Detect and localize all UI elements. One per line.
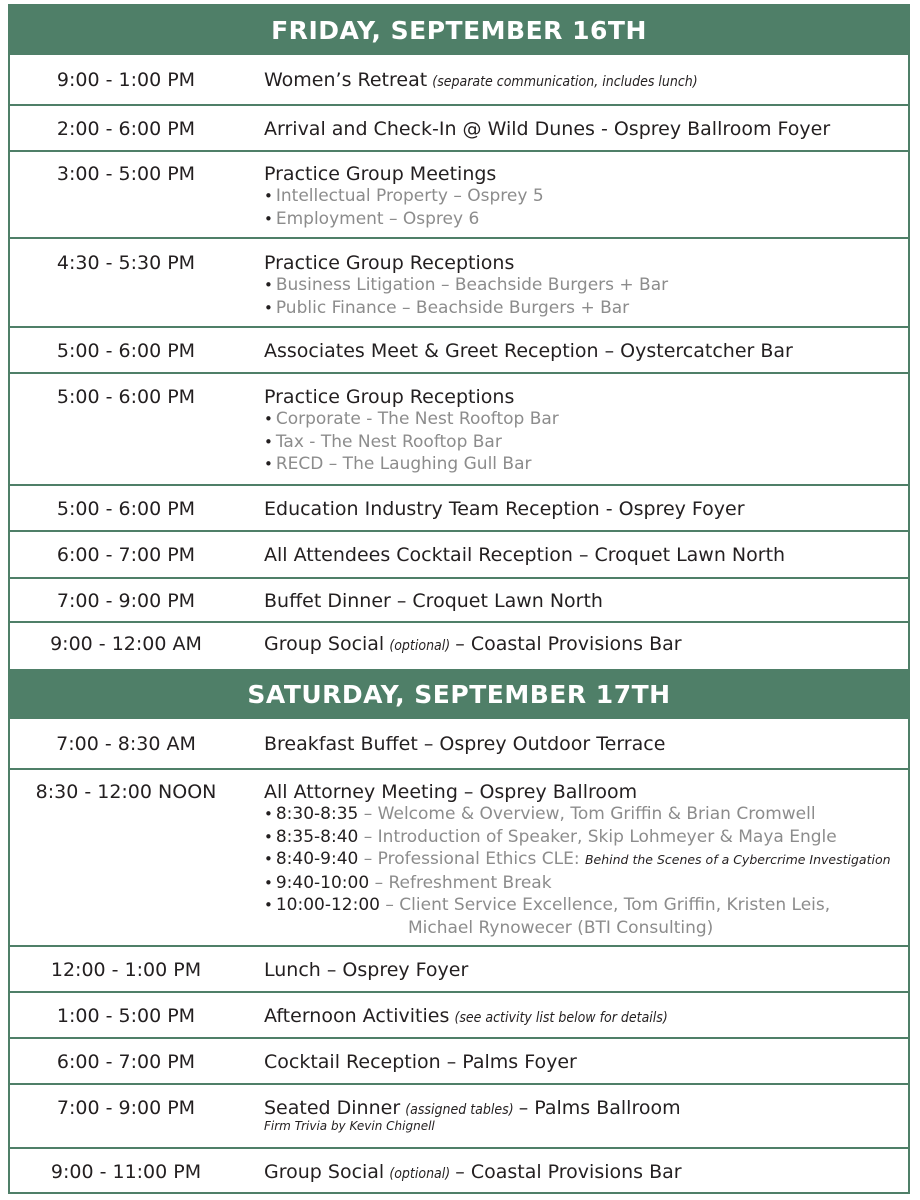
row-time: 4:30 - 5:30 PM xyxy=(56,252,196,274)
schedule-frame xyxy=(8,4,910,1194)
row-event xyxy=(264,1005,898,1027)
bullet-list xyxy=(264,185,898,230)
row-event xyxy=(264,544,898,566)
agenda-item: • 8:40-9:40 – Professional Ethics CLE: Behind the Scenes of a Cybercrime Investigation xyxy=(264,849,891,869)
row-time: 12:00 - 1:00 PM xyxy=(50,959,202,981)
row-time: 6:00 - 7:00 PM xyxy=(56,544,196,566)
schedule-row xyxy=(10,770,908,947)
event-title: Practice Group Receptions xyxy=(264,252,515,274)
row-time: 3:00 - 5:00 PM xyxy=(56,163,196,185)
row-event xyxy=(264,1161,898,1183)
list-item: • Business Litigation – Beachside Burgers + Bar xyxy=(264,275,669,295)
row-time: 6:00 - 7:00 PM xyxy=(56,1051,196,1073)
event-title-after: – Coastal Provisions Bar xyxy=(455,633,682,655)
row-event xyxy=(264,781,898,939)
event-title-after: – Coastal Provisions Bar xyxy=(455,1161,682,1183)
event-title: Associates Meet & Greet Reception – Oystercatcher Bar xyxy=(264,340,793,362)
event-title-after: – Palms Ballroom xyxy=(518,1097,681,1119)
row-event xyxy=(264,386,898,476)
row-event xyxy=(264,633,898,655)
schedule-row xyxy=(10,106,908,152)
row-event xyxy=(264,69,898,91)
event-title: Afternoon Activities xyxy=(264,1005,450,1027)
schedule-row xyxy=(10,55,908,106)
event-title: All Attorney Meeting – Osprey Ballroom xyxy=(264,781,638,803)
row-time: 7:00 - 9:00 PM xyxy=(56,1097,196,1119)
event-note: (see activity list below for details) xyxy=(454,1010,668,1026)
event-title: Practice Group Meetings xyxy=(264,163,497,185)
schedule-row xyxy=(10,947,908,993)
schedule-row xyxy=(10,579,908,623)
agenda-item: • 8:35-8:40 – Introduction of Speaker, Skip Lohmeyer & Maya Engle xyxy=(264,826,837,847)
event-title: Cocktail Reception – Palms Foyer xyxy=(264,1051,577,1073)
row-time: 2:00 - 6:00 PM xyxy=(56,118,196,140)
row-event xyxy=(264,340,898,362)
row-time: 9:00 - 11:00 PM xyxy=(50,1161,202,1183)
event-title: Group Social xyxy=(264,1161,385,1183)
row-event xyxy=(264,733,898,755)
event-title: Women’s Retreat xyxy=(264,69,428,91)
friday-header: FRIDAY, SEPTEMBER 16TH xyxy=(10,6,908,55)
event-title: Buffet Dinner – Croquet Lawn North xyxy=(264,590,603,612)
agenda-item: • 8:30-8:35 – Welcome & Overview, Tom Griffin & Brian Cromwell xyxy=(264,804,816,824)
row-time: 9:00 - 1:00 PM xyxy=(56,69,196,91)
row-event xyxy=(264,959,898,981)
row-time: 5:00 - 6:00 PM xyxy=(56,498,196,520)
row-event xyxy=(264,1097,898,1133)
agenda-list xyxy=(264,803,898,939)
row-event xyxy=(264,163,898,230)
list-item: • Employment – Osprey 6 xyxy=(264,208,480,229)
event-note: (assigned tables) xyxy=(405,1102,514,1118)
row-time: 5:00 - 6:00 PM xyxy=(56,340,196,362)
schedule-row xyxy=(10,532,908,579)
saturday-header: SATURDAY, SEPTEMBER 17TH xyxy=(10,669,908,719)
schedule-row xyxy=(10,328,908,374)
row-time: 9:00 - 12:00 AM xyxy=(50,633,202,655)
list-item: • Intellectual Property – Osprey 5 xyxy=(264,186,544,206)
event-title: Arrival and Check-In @ Wild Dunes - Osprey Ballroom Foyer xyxy=(264,118,831,140)
row-event xyxy=(264,1051,898,1073)
bullet-list xyxy=(264,274,898,319)
event-note: (optional) xyxy=(389,1166,451,1182)
row-time: 7:00 - 9:00 PM xyxy=(56,590,196,612)
schedule-row xyxy=(10,719,908,770)
schedule-row xyxy=(10,486,908,532)
event-subnote: Firm Trivia by Kevin Chignell xyxy=(264,1119,435,1133)
row-event xyxy=(264,498,898,520)
list-item: • Corporate - The Nest Rooftop Bar xyxy=(264,409,559,429)
row-event xyxy=(264,252,898,319)
list-item: • RECD – The Laughing Gull Bar xyxy=(264,454,532,474)
event-title: Seated Dinner xyxy=(264,1097,401,1119)
event-title: All Attendees Cocktail Reception – Croquet Lawn North xyxy=(264,544,786,566)
row-time: 7:00 - 8:30 AM xyxy=(56,733,196,755)
row-event xyxy=(264,590,898,612)
schedule-row xyxy=(10,1085,908,1149)
event-title: Practice Group Receptions xyxy=(264,386,515,408)
event-title: Education Industry Team Reception - Osprey Foyer xyxy=(264,498,745,520)
row-time: 1:00 - 5:00 PM xyxy=(56,1005,196,1027)
event-note: (optional) xyxy=(389,638,451,654)
event-title: Lunch – Osprey Foyer xyxy=(264,959,469,981)
schedule-row xyxy=(10,1149,908,1192)
row-event xyxy=(264,118,898,140)
agenda-item: • 10:00-12:00 – Client Service Excellence, Tom Griffin, Kristen Leis, Michael Rynowecer (BTI Consulting) xyxy=(264,895,831,938)
event-note: (separate communication, includes lunch) xyxy=(432,74,698,90)
schedule-row xyxy=(10,1039,908,1085)
row-time: 8:30 - 12:00 NOON xyxy=(35,781,217,803)
agenda-item: • 9:40-10:00 – Refreshment Break xyxy=(264,872,552,893)
schedule-row xyxy=(10,374,908,486)
event-title: Breakfast Buffet – Osprey Outdoor Terrace xyxy=(264,733,666,755)
schedule-row xyxy=(10,239,908,328)
list-item: • Tax - The Nest Rooftop Bar xyxy=(264,431,502,452)
schedule-row xyxy=(10,623,908,669)
event-title: Group Social xyxy=(264,633,385,655)
list-item: • Public Finance – Beachside Burgers + Bar xyxy=(264,297,630,318)
row-time: 5:00 - 6:00 PM xyxy=(56,386,196,408)
schedule-row xyxy=(10,993,908,1039)
schedule-row xyxy=(10,152,908,239)
bullet-list xyxy=(264,408,898,476)
